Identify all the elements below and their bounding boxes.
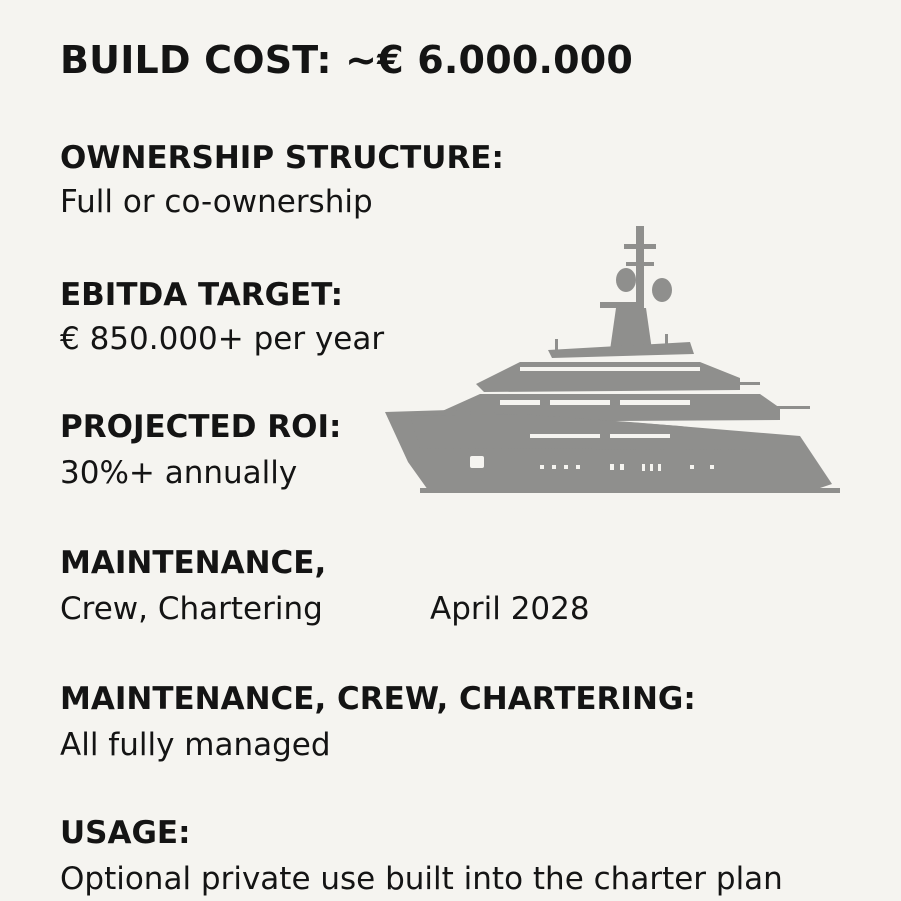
- ebitda-target-value: € 850.000+ per year: [60, 321, 385, 357]
- usage-heading: USAGE:: [60, 815, 191, 851]
- ownership-structure-value: Full or co-ownership: [60, 184, 373, 220]
- projected-roi-heading: PROJECTED ROI:: [60, 409, 342, 445]
- management-heading: MAINTENANCE, CREW, CHARTERING:: [60, 681, 696, 717]
- yacht-icon: [380, 222, 845, 500]
- build-cost-title: BUILD COST: ~€ 6.000.000: [60, 38, 634, 82]
- ebitda-target-heading: EBITDA TARGET:: [60, 277, 344, 313]
- maintenance-value: Crew, Chartering: [60, 591, 323, 627]
- projected-roi-value: 30%+ annually: [60, 455, 298, 491]
- usage-value: Optional private use built into the charter plan: [60, 861, 783, 897]
- maintenance-heading: MAINTENANCE,: [60, 545, 327, 581]
- delivery-date: April 2028: [430, 591, 590, 627]
- ownership-structure-heading: OWNERSHIP STRUCTURE:: [60, 140, 504, 176]
- management-value: All fully managed: [60, 727, 331, 763]
